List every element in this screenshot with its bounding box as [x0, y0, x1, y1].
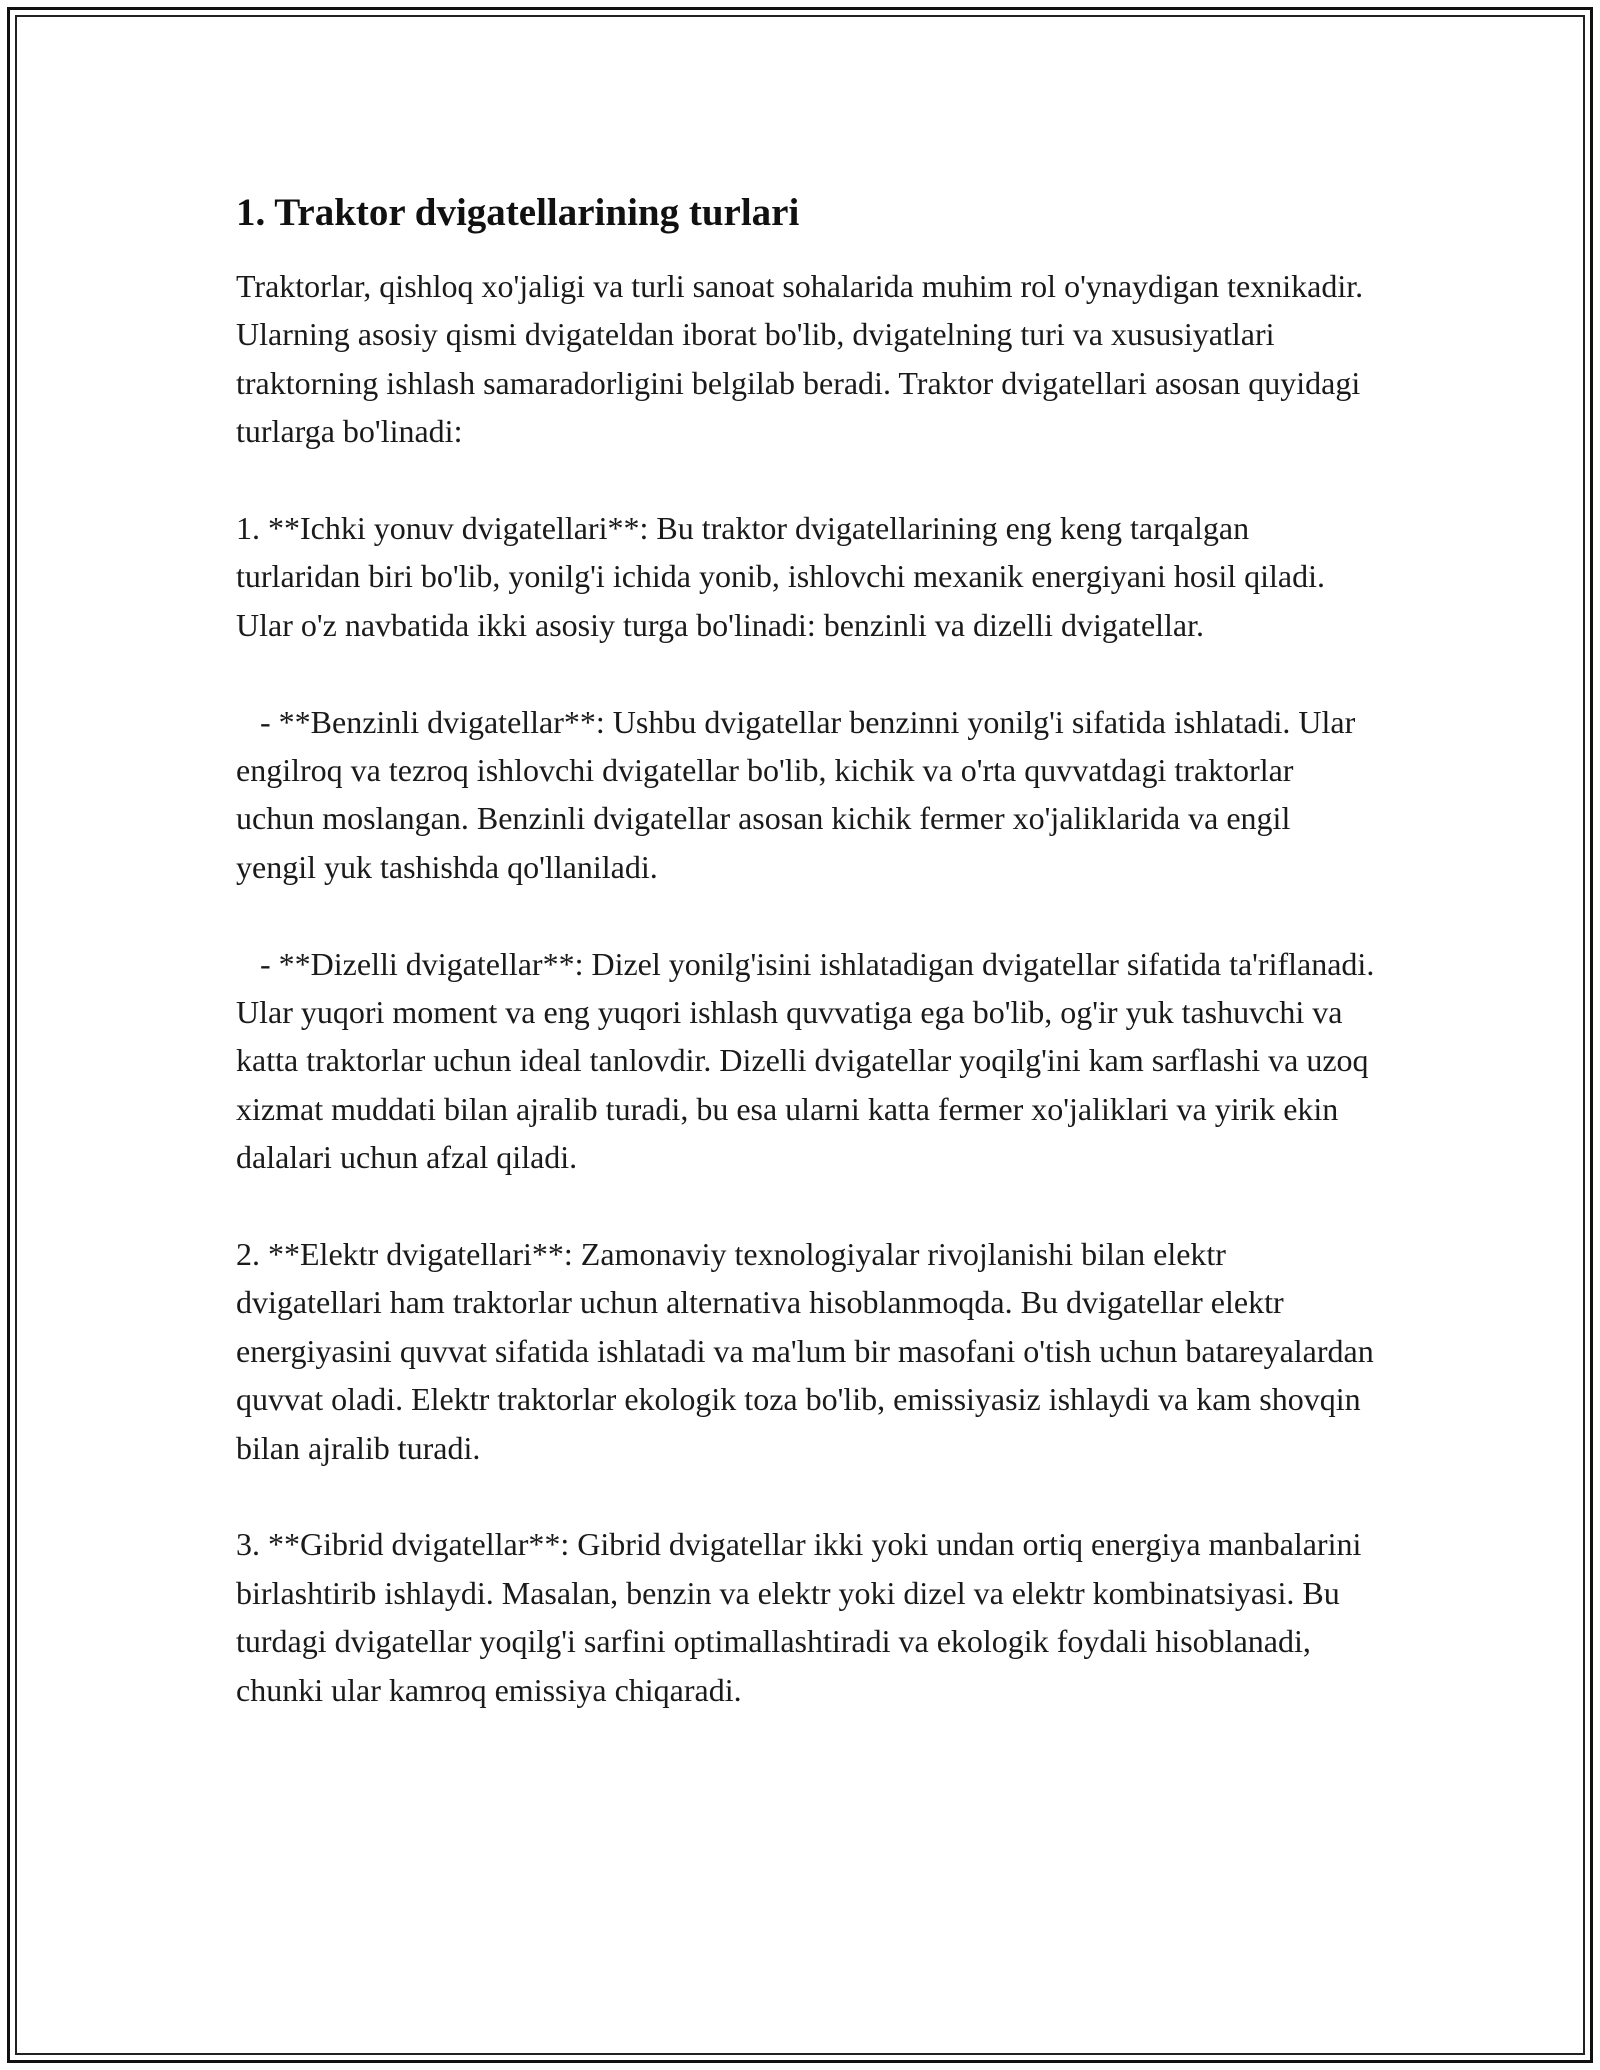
intro-paragraph: Traktorlar, qishloq xo'jaligi va turli sanoat sohalarida muhim rol o'ynaydigan texnikadir. Ularning asosiy qismi dvigateldan iborat bo'lib, dvigatelning turi va xususiyatlari traktorning ishlash samaradorligini belgilab beradi. Traktor dvigatellari asosan quyidagi turlarga bo'linadi: [236, 268, 1372, 450]
electric-engine-paragraph: 2. **Elektr dvigatellari**: Zamonaviy texnologiyalar rivojlanishi bilan elektr dvigatellari ham traktorlar uchun alternativa hisoblanmoqda. Bu dvigatellar elektr energiyasini quvvat sifatida ishlatadi va ma'lum bir masofani o'tish uchun batareyalardan quvvat oladi. Elektr traktorlar ekologik toza bo'lib, emissiyasiz ishlaydi va kam shovqin bilan ajralib turadi. [236, 1236, 1382, 1466]
petrol-engine-paragraph: - **Benzinli dvigatellar**: Ushbu dvigatellar benzinni yonilg'i sifatida ishlatadi. Ular engilroq va tezroq ishlovchi dvigatellar bo'lib, kichik va o'rta quvvatdagi traktorlar uchun moslangan. Benzinli dvigatellar asosan kichik fermer xo'jaliklarida va engil yengil yuk tashishda qo'llaniladi. [236, 703, 1364, 885]
diesel-engine-paragraph: - **Dizelli dvigatellar**: Dizel yonilg'isini ishlatadigan dvigatellar sifatida ta'riflanadi. Ular yuqori moment va eng yuqori ishlash quvvatiga ega bo'lib, og'ir yuk tashuvchi va katta traktorlar uchun ideal tanlovdir. Dizelli dvigatellar yoqilg'ini kam sarflashi va uzoq xizmat muddati bilan ajralib turadi, bu esa ularni katta fermer xo'jaliklari va yirik ekin dalalari uchun afzal qiladi. [236, 945, 1383, 1176]
hybrid-engine-paragraph: 3. **Gibrid dvigatellar**: Gibrid dvigatellar ikki yoki undan ortiq energiya manbalarini birlashtirib ishlaydi. Masalan, benzin va elektr yoki dizel va elektr kombinatsiyasi. Bu turdagi dvigatellar yoqilg'i sarfini optimallashtiradi va ekologik foydali hisoblanadi, chunki ular kamroq emissiya chiqaradi. [236, 1526, 1370, 1708]
internal-combustion-paragraph: 1. **Ichki yonuv dvigatellari**: Bu traktor dvigatellarining eng keng tarqalgan turlaridan biri bo'lib, yonilg'i ichida yonib, ishlovchi mexanik energiyani hosil qiladi. Ular o'z navbatida ikki asosiy turga bo'linadi: benzinli va dizelli dvigatellar. [236, 510, 1333, 643]
document-body [236, 186, 1383, 1714]
section-heading: 1. Traktor dvigatellarining turlari [236, 191, 800, 234]
